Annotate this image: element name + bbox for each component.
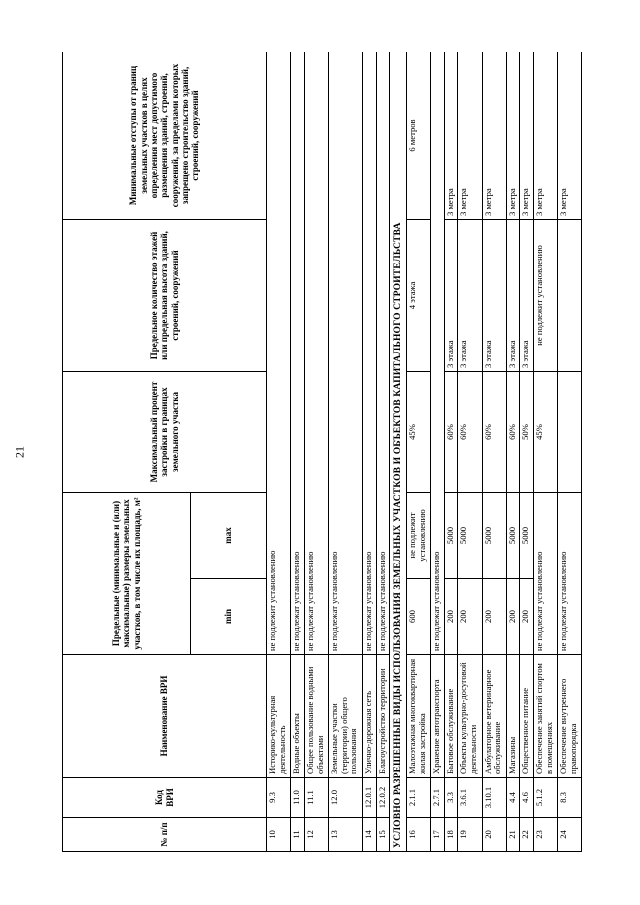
cell-num: 16 — [407, 818, 431, 852]
cell-num: 11 — [291, 818, 305, 852]
cell-num: 18 — [444, 818, 458, 852]
cell-floors: 3 этажа — [444, 219, 458, 371]
cell-code: 12.0.2 — [376, 778, 390, 818]
header-num: № п/п — [63, 818, 267, 852]
cell-name: Амбулаторное ветеринарное обслуживание — [482, 655, 506, 778]
table-row — [444, 52, 458, 852]
cell-max: 5000 — [506, 492, 520, 578]
table-row — [506, 52, 520, 852]
cell-min: 600 — [407, 579, 431, 655]
cell-code: 4.4 — [506, 778, 520, 818]
cell-merged: не подлежат установлению — [328, 52, 362, 655]
cell-name: Хранение автотранспорта — [431, 655, 445, 778]
header-name: Наименование ВРИ — [63, 655, 267, 778]
cell-num: 21 — [506, 818, 520, 852]
section-row — [390, 52, 407, 852]
cell-num: 23 — [533, 818, 557, 852]
cell-code: 12.0.1 — [363, 778, 377, 818]
cell-percent: 60% — [506, 371, 520, 492]
vri-table — [62, 52, 582, 852]
cell-min: 200 — [506, 579, 520, 655]
cell-code: 11.1 — [304, 778, 328, 818]
cell-percent: 50% — [520, 371, 534, 492]
header-max-percent: Максимальный процент застройки в границах земельного участка — [63, 371, 267, 492]
cell-code: 2.7.1 — [431, 778, 445, 818]
table-row — [557, 52, 581, 852]
cell-setback: 3 метра — [506, 52, 520, 219]
cell-name: Обеспечение внутреннего правопорядка — [557, 655, 581, 778]
cell-merged: не подлежит установлению — [267, 52, 291, 655]
cell-min: 200 — [482, 579, 506, 655]
cell-code: 5.1.2 — [533, 778, 557, 818]
cell-name: Улично-дорожная сеть — [363, 655, 377, 778]
cell-code: 8.3 — [557, 778, 581, 818]
table-row — [533, 52, 557, 852]
cell-floors: не подлежит установлению — [533, 219, 557, 371]
cell-percent: 45% — [533, 371, 557, 492]
cell-name: Благоустройство территории — [376, 655, 390, 778]
cell-percent: 60% — [482, 371, 506, 492]
table-row — [431, 52, 445, 852]
cell-floors: 4 этажа — [407, 219, 431, 371]
cell-name: Обеспечение занятий спортом в помещениях — [533, 655, 557, 778]
table-row — [363, 52, 377, 852]
table-row — [407, 52, 431, 852]
cell-num: 15 — [376, 818, 390, 852]
cell-setback: 3 метра — [520, 52, 534, 219]
cell-name: Общее пользование водными объектами — [304, 655, 328, 778]
header-code: Код ВРИ — [63, 778, 267, 818]
cell-merged: не подлежат установлению — [431, 52, 445, 655]
cell-name: Общественное питание — [520, 655, 534, 778]
cell-code: 3.6.1 — [458, 778, 482, 818]
cell-name: Земельные участки (территории) общего пользования — [328, 655, 362, 778]
cell-merged: не подлежат установлению — [363, 52, 377, 655]
cell-max: 5000 — [482, 492, 506, 578]
cell-num: 24 — [557, 818, 581, 852]
cell-min-max-merged: не подлежат установлению — [533, 492, 557, 654]
cell-floors — [557, 219, 581, 371]
cell-percent: 60% — [458, 371, 482, 492]
document-sheet — [62, 52, 582, 852]
cell-name: Магазины — [506, 655, 520, 778]
cell-name: Бытовое обслуживание — [444, 655, 458, 778]
table-row — [304, 52, 328, 852]
cell-floors: 3 этажа — [520, 219, 534, 371]
cell-setback: 3 метра — [444, 52, 458, 219]
cell-percent: 60% — [444, 371, 458, 492]
table-row — [328, 52, 362, 852]
cell-num: 10 — [267, 818, 291, 852]
cell-percent — [557, 371, 581, 492]
cell-num: 14 — [363, 818, 377, 852]
header-min: min — [191, 579, 267, 655]
table-row — [267, 52, 291, 852]
cell-merged: не подлежат установлению — [304, 52, 328, 655]
cell-name: Объекты культурно-досуговой деятельности — [458, 655, 482, 778]
cell-setback: 3 метра — [533, 52, 557, 219]
cell-setback: 6 метров — [407, 52, 431, 219]
cell-code: 3.3 — [444, 778, 458, 818]
cell-max: не подлежит установлению — [407, 492, 431, 578]
cell-min: 200 — [520, 579, 534, 655]
cell-percent: 45% — [407, 371, 431, 492]
cell-code: 3.10.1 — [482, 778, 506, 818]
section-title: УСЛОВНО РАЗРЕШЕННЫЕ ВИДЫ ИСПОЛЬЗОВАНИЯ ЗЕМЕЛЬНЫХ УЧАСТКОВ И ОБЪЕКТОВ КАПИТАЛЬНОГО СТРОИТЕЛЬСТВА — [390, 52, 407, 852]
header-area-limits: Предельные (минимальные и (или) максимальные) размеры земельных участков, в том числе их площадь, м² — [63, 492, 191, 654]
cell-min: 200 — [458, 579, 482, 655]
cell-max: 5000 — [444, 492, 458, 578]
cell-num: 22 — [520, 818, 534, 852]
cell-min-max-merged: не подлежат установлению — [557, 492, 581, 654]
cell-code: 2.1.1 — [407, 778, 431, 818]
cell-setback: 3 метра — [458, 52, 482, 219]
header-min-setback: Минимальные отступы от границ земельных участков в целях определения мест допустимого размещения зданий, строений, сооружений, за пределами которых запрещено строительство зданий, строений, сооружений — [63, 52, 267, 219]
cell-merged: не подлежат установлению — [291, 52, 305, 655]
cell-max: 5000 — [520, 492, 534, 578]
table-row — [520, 52, 534, 852]
header-max: max — [191, 492, 267, 578]
cell-code: 9.3 — [267, 778, 291, 818]
cell-name: Малоэтажная многоквартирная жилая застройка — [407, 655, 431, 778]
cell-max: 5000 — [458, 492, 482, 578]
cell-num: 17 — [431, 818, 445, 852]
cell-floors: 3 этажа — [482, 219, 506, 371]
cell-num: 13 — [328, 818, 362, 852]
cell-floors: 3 этажа — [506, 219, 520, 371]
rotated-table-container — [62, 52, 582, 852]
cell-name: Водные объекты — [291, 655, 305, 778]
cell-code: 12.0 — [328, 778, 362, 818]
cell-min: 200 — [444, 579, 458, 655]
cell-floors: 3 этажа — [458, 219, 482, 371]
cell-num: 12 — [304, 818, 328, 852]
table-row — [291, 52, 305, 852]
page-number: 21 — [12, 446, 27, 459]
table-row — [458, 52, 482, 852]
header-max-floors: Предельное количество этажей или предельная высота зданий, строений, сооружений — [63, 219, 267, 371]
cell-setback: 3 метра — [557, 52, 581, 219]
cell-num: 20 — [482, 818, 506, 852]
cell-name: Историко-культурная деятельность — [267, 655, 291, 778]
table-row — [376, 52, 390, 852]
cell-setback: 3 метра — [482, 52, 506, 219]
cell-code: 11.0 — [291, 778, 305, 818]
cell-merged: не подлежат установлению — [376, 52, 390, 655]
table-header-row — [63, 52, 191, 852]
cell-num: 19 — [458, 818, 482, 852]
cell-code: 4.6 — [520, 778, 534, 818]
table-row — [482, 52, 506, 852]
